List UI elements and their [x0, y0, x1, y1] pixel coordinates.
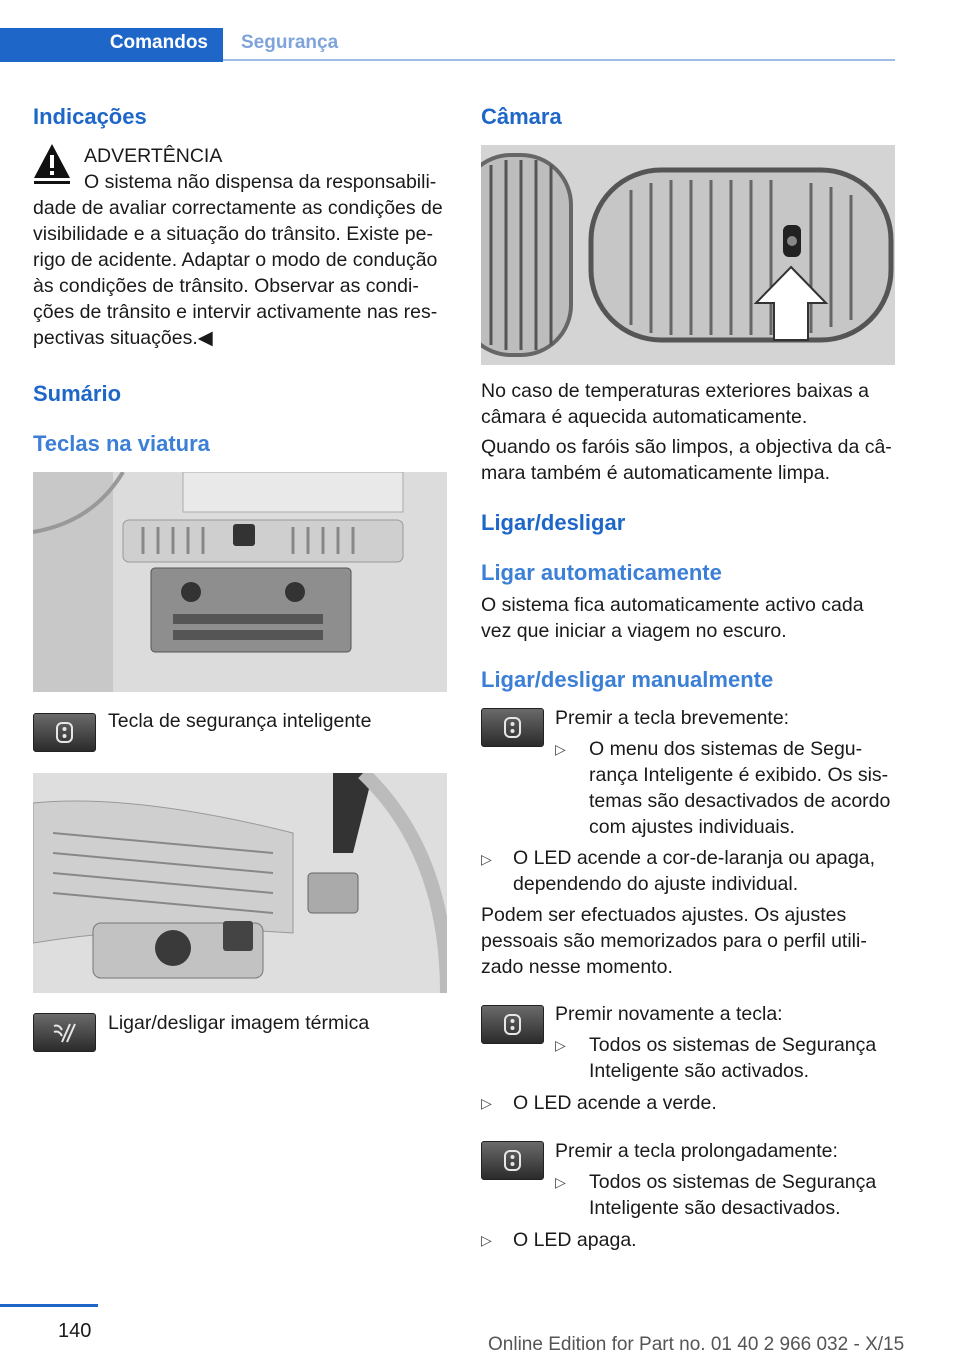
camera-grille-photo [481, 145, 895, 365]
bullet-icon: ▷ [555, 741, 566, 757]
warning-line: ções de trânsito e intervir activamente nas res- [33, 301, 438, 323]
light-switch-photo [33, 773, 447, 993]
ligar-heading: Ligar/desligar [481, 510, 626, 535]
page-number-rule [0, 1304, 98, 1307]
warning-line: O sistema não dispensa da responsabili- [84, 171, 437, 193]
press1-b1-line: temas são desactivados de acordo [589, 790, 891, 812]
thermal-image-key-icon [33, 1013, 96, 1052]
warning-line: rigo de acidente. Adaptar o modo de condução [33, 249, 438, 271]
bullet-icon: ▷ [481, 851, 492, 867]
press1-b1-line: rança Inteligente é exibido. Os sis- [589, 764, 889, 786]
dashboard-photo [33, 472, 447, 692]
press1-b2-line: O LED acende a cor-de-laranja ou apaga, [513, 847, 876, 869]
warning-line: dade de avaliar correctamente as condições de [33, 197, 443, 219]
auto-line: vez que iniciar a viagem no escuro. [481, 620, 787, 642]
smart-safety-key-icon [33, 713, 96, 752]
adjust-line: Podem ser efectuados ajustes. Os ajustes [481, 904, 847, 926]
tab-comandos[interactable]: Comandos [0, 28, 223, 62]
press3-b1-line: Inteligente são desactivados. [589, 1197, 841, 1219]
adjust-line: zado nesse momento. [481, 956, 673, 978]
bullet-icon: ▷ [481, 1232, 492, 1248]
edition-footer: Online Edition for Part no. 01 40 2 966 032 - X/15 [488, 1334, 905, 1355]
press2-b1-line: Todos os sistemas de Segurança [589, 1034, 877, 1056]
tab-seguranca[interactable]: Segurança [241, 32, 339, 53]
camara-heading: Câmara [481, 104, 562, 129]
bullet-icon: ▷ [555, 1037, 566, 1053]
header-rule [223, 59, 895, 61]
warning-line: às condições de trânsito. Observar as condi- [33, 275, 419, 297]
press2-b1-line: Inteligente são activados. [589, 1060, 810, 1082]
smart-safety-key-icon [481, 1141, 544, 1180]
press1-text: Premir a tecla brevemente: [555, 707, 790, 729]
header-tabs [0, 28, 895, 62]
press1-b2-line: dependendo do ajuste individual. [513, 873, 799, 895]
smart-safety-key-icon [481, 1005, 544, 1044]
bullet-icon: ▷ [555, 1174, 566, 1190]
smart-safety-key-icon [481, 708, 544, 747]
press2-text: Premir novamente a tecla: [555, 1003, 783, 1025]
bullet-icon: ▷ [481, 1095, 492, 1111]
indicacoes-heading: Indicações [33, 104, 147, 129]
press3-text: Premir a tecla prolongadamente: [555, 1140, 838, 1162]
warning-line: visibilidade e a situação do trânsito. Existe pe- [33, 223, 433, 245]
warning-line: pectivas situações.◀ [33, 327, 213, 349]
press3-b2-text: O LED apaga. [513, 1229, 637, 1251]
camara-para1-line: No caso de temperaturas exteriores baixas a [481, 380, 870, 402]
press1-b1-line: com ajustes individuais. [589, 816, 795, 838]
manual-heading: Ligar/desligar manualmente [481, 667, 774, 692]
page-number: 140 [58, 1320, 92, 1342]
press1-b1-line: O menu dos sistemas de Segu- [589, 738, 863, 760]
sumario-heading: Sumário [33, 381, 122, 406]
key1-label: Tecla de segurança inteligente [108, 710, 372, 732]
press2-b2-text: O LED acende a verde. [513, 1092, 717, 1114]
key2-label: Ligar/desligar imagem térmica [108, 1012, 370, 1034]
press3-b1-line: Todos os sistemas de Segurança [589, 1171, 877, 1193]
warning-icon [32, 141, 72, 185]
camara-para2-line: mara também é automaticamente limpa. [481, 462, 830, 484]
camara-para2-line: Quando os faróis são limpos, a objectiva da câ- [481, 436, 892, 458]
auto-heading: Ligar automaticamente [481, 560, 722, 585]
camara-para1-line: câmara é aquecida automaticamente. [481, 406, 808, 428]
teclas-heading: Teclas na viatura [33, 431, 210, 456]
warning-title: ADVERTÊNCIA [84, 145, 223, 167]
auto-line: O sistema fica automaticamente activo cada [481, 594, 864, 616]
adjust-line: pessoais são memorizados para o perfil utili- [481, 930, 867, 952]
